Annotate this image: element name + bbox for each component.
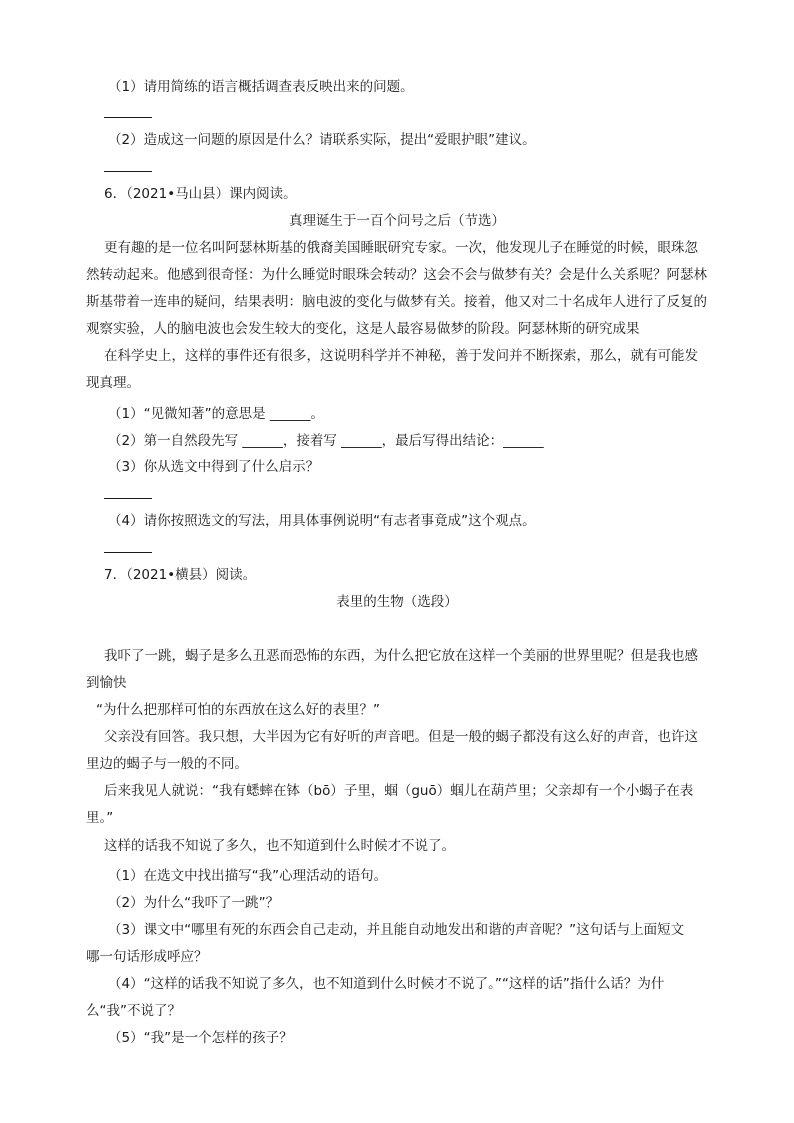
q7-quote: “为什么把那样可怕的东西放在这么好的表里？” [96, 702, 380, 718]
q7-para4: 这样的话我不知说了多久，也不知道到什么时候才不说了。 [104, 838, 455, 854]
q5-sub1: （1）请用简练的语言概括调查表反映出来的问题。 [108, 79, 414, 95]
answer-blank[interactable] [104, 498, 152, 499]
q7-para1-line: 我吓了一跳，蝎子是多么丑恶而恐怖的东西，为什么把它放在这样一个美丽的世界里呢？但是我也感 [104, 648, 698, 664]
q7-para2-line: 里边的蝎子与一般的不同。 [86, 756, 248, 772]
q7-sub1: （1）在选文中找出描写“我”心理活动的语句。 [108, 868, 388, 884]
q6-sub4: （4）请你按照选文的写法，用具体事例说明“有志者事竟成”这个观点。 [108, 513, 536, 529]
q6-para1-line: 斯基带着一连串的疑问，结果表明：脑电波的变化与做梦有关。接着，他又对二十名成年人进行了反复的 [86, 294, 707, 310]
q7-para3-line: 里。” [86, 810, 114, 826]
q6-para2-line: 现真理。 [86, 375, 140, 391]
q7-heading: 7．（2021•横县）阅读。 [104, 567, 257, 583]
q6-title: 真理诞生于一百个问号之后（节选） [289, 213, 505, 229]
q6-sub1: （1）“见微知著”的意思是 ______。 [108, 406, 324, 422]
q6-heading: 6．（2021•马山县）课内阅读。 [104, 186, 297, 202]
q7-sub4-line: （4）“这样的话我不知说了多久，也不知道到什么时候才不说了。”“这样的话”指什么话？为什 [108, 976, 665, 992]
answer-blank[interactable] [104, 552, 152, 553]
q7-sub2: （2）为什么“我吓了一跳”？ [108, 895, 280, 911]
q6-para2-line: 在科学史上，这样的事件还有很多，这说明科学并不神秘，善于发问并不断探索，那么，就有可能发 [104, 348, 698, 364]
q7-sub5: （5）“我”是一个怎样的孩子？ [108, 1030, 293, 1046]
q6-para1-line: 更有趣的是一位名叫阿瑟林斯基的俄裔美国睡眠研究专家。一次，他发现儿子在睡觉的时候，眼珠忽 [104, 240, 698, 256]
q6-para1-line: 观察实验，人的脑电波也会发生较大的变化，这是人最容易做梦的阶段。阿瑟林斯的研究成果 [86, 321, 640, 337]
q7-para1-line: 到愉快 [86, 675, 127, 691]
q7-title: 表里的生物（选段） [336, 594, 458, 610]
q7-sub3-line: （3）课文中“哪里有死的东西会自己走动，并且能自动地发出和谐的声音呢？”这句话与上面短文 [108, 922, 685, 938]
q7-sub4-line: 么“我”不说了？ [86, 1003, 181, 1019]
q7-para3-line: 后来我见人就说：“我有蟋蟀在钵（bō）子里，蝈（guō）蝈儿在葫芦里；父亲却有一个小蝎子在表 [104, 783, 694, 799]
answer-blank[interactable] [104, 117, 152, 118]
q6-sub3: （3）你从选文中得到了什么启示？ [108, 459, 320, 475]
q7-sub3-line: 哪一句话形成呼应？ [86, 949, 208, 965]
q6-sub2: （2）第一自然段先写 ______，接着写 ______，最后写得出结论：______ [108, 433, 544, 449]
answer-blank[interactable] [104, 171, 152, 172]
q6-para1-line: 然转动起来。他感到很奇怪：为什么睡觉时眼珠会转动？这会不会与做梦有关？会是什么关系呢？阿瑟林 [86, 267, 707, 283]
q7-para2-line: 父亲没有回答。我只想，大半因为它有好听的声音吧。但是一般的蝎子都没有这么好的声音，也许这 [104, 729, 698, 745]
q5-sub2: （2）造成这一问题的原因是什么？请联系实际，提出“爱眼护眼”建议。 [108, 132, 536, 148]
